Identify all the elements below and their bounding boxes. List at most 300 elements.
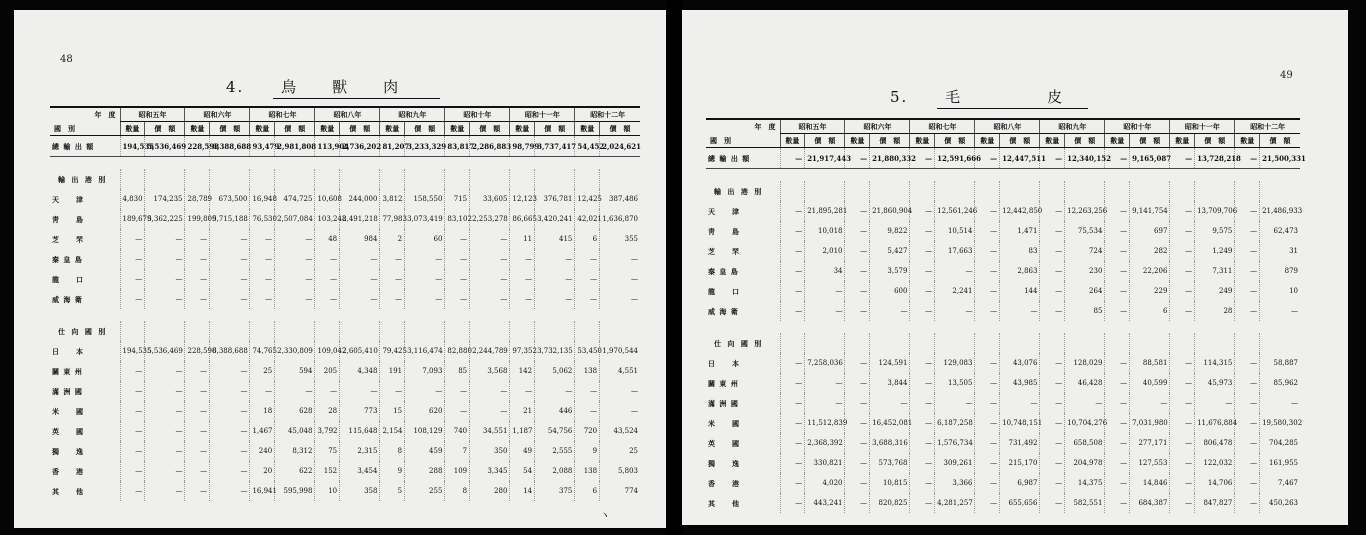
- corner-year-label: 年 度: [94, 110, 116, 119]
- table-row: [50, 421, 640, 441]
- year-header: 昭和十年: [1105, 119, 1170, 134]
- value-cell: 358: [340, 481, 380, 501]
- value-cell: —: [210, 289, 250, 309]
- value-header: 價 額: [145, 122, 185, 136]
- table-title: [890, 86, 1088, 109]
- value-cell: —: [145, 361, 185, 381]
- value-cell: 10,514: [935, 221, 975, 241]
- value-cell: —: [405, 289, 445, 309]
- row-label: 滿 洲 國: [708, 398, 739, 408]
- value-header: 價 額: [275, 122, 315, 136]
- year-header: 昭和七年: [910, 119, 975, 134]
- value-header: 價 額: [870, 134, 910, 148]
- quantity-cell: —: [975, 453, 1000, 473]
- corner-country-label: 國 別: [710, 136, 731, 145]
- quantity-cell: —: [975, 393, 1000, 413]
- value-cell: 75,534: [1065, 221, 1105, 241]
- quantity-cell: —: [185, 461, 210, 481]
- value-cell: —: [145, 381, 185, 401]
- quantity-cell: —: [575, 249, 600, 269]
- quantity-cell: —: [510, 249, 535, 269]
- value-cell: 230: [1065, 261, 1105, 281]
- value-cell: 7,467: [1260, 473, 1300, 493]
- value-cell: 43,524: [600, 421, 640, 441]
- year-header: 昭和十二年: [575, 107, 640, 122]
- value-cell: 14,846: [1130, 473, 1170, 493]
- value-cell: —: [600, 401, 640, 421]
- row-label: 秦 皇 島: [52, 254, 83, 264]
- quantity-cell: —: [1040, 413, 1065, 433]
- quantity-header: 數量: [315, 122, 340, 136]
- quantity-cell: —: [780, 148, 805, 169]
- quantity-cell: —: [185, 401, 210, 421]
- quantity-cell: —: [1105, 221, 1130, 241]
- quantity-header: 數量: [575, 122, 600, 136]
- quantity-cell: —: [120, 269, 145, 289]
- quantity-cell: —: [910, 373, 935, 393]
- value-header: 價 額: [805, 134, 845, 148]
- value-cell: 4,020: [805, 473, 845, 493]
- quantity-cell: —: [845, 221, 870, 241]
- quantity-cell: —: [780, 221, 805, 241]
- quantity-cell: —: [445, 401, 470, 421]
- table-row: [50, 136, 640, 157]
- year-header: 昭和八年: [975, 119, 1040, 134]
- table-row: [706, 241, 1300, 261]
- quantity-cell: —: [1170, 281, 1195, 301]
- table-row: [706, 353, 1300, 373]
- value-cell: 62,473: [1260, 221, 1300, 241]
- value-cell: 6,388,688: [210, 136, 250, 157]
- quantity-cell: —: [380, 289, 405, 309]
- quantity-cell: 21: [510, 401, 535, 421]
- quantity-cell: 54: [510, 461, 535, 481]
- quantity-cell: 228,598: [185, 136, 210, 157]
- quantity-cell: —: [845, 353, 870, 373]
- year-header: 昭和八年: [315, 107, 380, 122]
- value-cell: 7,031,980: [1130, 413, 1170, 433]
- row-label: 靑 島: [52, 214, 84, 224]
- quantity-cell: 20: [250, 461, 275, 481]
- value-cell: —: [1195, 393, 1235, 413]
- value-cell: 12,263,256: [1065, 201, 1105, 221]
- quantity-cell: —: [975, 433, 1000, 453]
- value-cell: 3,345: [470, 461, 510, 481]
- value-cell: 204,978: [1065, 453, 1105, 473]
- quantity-cell: 74,765: [250, 341, 275, 361]
- quantity-cell: —: [250, 249, 275, 269]
- value-cell: 628: [275, 401, 315, 421]
- quantity-cell: —: [845, 241, 870, 261]
- quantity-cell: —: [1040, 353, 1065, 373]
- quantity-cell: —: [975, 473, 1000, 493]
- value-cell: —: [470, 401, 510, 421]
- value-cell: —: [405, 269, 445, 289]
- value-cell: —: [535, 381, 575, 401]
- quantity-header: 數量: [1235, 134, 1260, 148]
- quantity-cell: —: [845, 433, 870, 453]
- quantity-cell: —: [315, 289, 340, 309]
- quantity-cell: —: [315, 249, 340, 269]
- row-label: 米 國: [52, 406, 84, 416]
- value-cell: 122,032: [1195, 453, 1235, 473]
- quantity-cell: —: [975, 301, 1000, 321]
- section-label: 輸 出 港 別: [58, 174, 108, 184]
- value-cell: 124,591: [870, 353, 910, 373]
- quantity-cell: —: [780, 261, 805, 281]
- year-header: 昭和十年: [445, 107, 510, 122]
- quantity-cell: —: [1235, 221, 1260, 241]
- row-label: 滿 洲 國: [52, 386, 83, 396]
- value-cell: —: [1130, 393, 1170, 413]
- quantity-cell: 25: [250, 361, 275, 381]
- value-cell: 443,241: [805, 493, 845, 513]
- value-cell: 12,442,850: [1000, 201, 1040, 221]
- value-cell: —: [470, 289, 510, 309]
- quantity-cell: —: [780, 493, 805, 513]
- quantity-cell: 720: [575, 421, 600, 441]
- value-cell: 88,581: [1130, 353, 1170, 373]
- value-cell: 847,827: [1195, 493, 1235, 513]
- row-label: 米 國: [708, 418, 740, 428]
- year-header: 昭和五年: [780, 119, 845, 134]
- value-header: 價 額: [1195, 134, 1235, 148]
- value-cell: —: [145, 481, 185, 501]
- quantity-cell: —: [1105, 301, 1130, 321]
- quantity-cell: —: [120, 361, 145, 381]
- quantity-cell: —: [1235, 261, 1260, 281]
- value-cell: 620: [405, 401, 445, 421]
- quantity-cell: —: [1235, 353, 1260, 373]
- quantity-cell: —: [445, 249, 470, 269]
- value-cell: 2,330,809: [275, 341, 315, 361]
- quantity-cell: —: [575, 269, 600, 289]
- value-cell: —: [935, 393, 975, 413]
- quantity-cell: —: [975, 413, 1000, 433]
- value-cell: 594: [275, 361, 315, 381]
- quantity-cell: —: [120, 441, 145, 461]
- quantity-cell: —: [380, 269, 405, 289]
- quantity-cell: —: [1040, 148, 1065, 169]
- row-label: 獨 逸: [708, 458, 740, 468]
- value-cell: —: [535, 289, 575, 309]
- title-number: 5.: [890, 88, 909, 106]
- quantity-cell: 93,479: [250, 136, 275, 157]
- quantity-cell: —: [1040, 493, 1065, 513]
- table-row: [50, 341, 640, 361]
- quantity-cell: —: [1235, 148, 1260, 169]
- quantity-cell: —: [910, 221, 935, 241]
- quantity-cell: —: [1235, 301, 1260, 321]
- quantity-cell: —: [510, 381, 535, 401]
- quantity-header: 數量: [250, 122, 275, 136]
- quantity-cell: —: [445, 381, 470, 401]
- value-header: 價 額: [340, 122, 380, 136]
- value-cell: 21,895,281: [805, 201, 845, 221]
- value-cell: 7,311: [1195, 261, 1235, 281]
- quantity-cell: —: [910, 453, 935, 473]
- value-cell: —: [935, 261, 975, 281]
- value-cell: 4,348: [340, 361, 380, 381]
- quantity-cell: —: [910, 493, 935, 513]
- row-label: 芝 罘: [708, 246, 740, 256]
- value-header: 價 額: [1260, 134, 1300, 148]
- table-row: [50, 289, 640, 309]
- value-cell: 45,048: [275, 421, 315, 441]
- value-cell: 4,551: [600, 361, 640, 381]
- value-cell: 9,575: [1195, 221, 1235, 241]
- value-cell: 33,605: [470, 189, 510, 209]
- quantity-cell: —: [975, 221, 1000, 241]
- table-row: [50, 169, 640, 189]
- quantity-cell: —: [1170, 353, 1195, 373]
- row-label: 香 港: [52, 466, 84, 476]
- value-cell: —: [470, 249, 510, 269]
- quantity-cell: —: [845, 393, 870, 413]
- left-page: [14, 10, 666, 528]
- quantity-header: 數量: [380, 122, 405, 136]
- value-cell: —: [340, 269, 380, 289]
- value-cell: 249: [1195, 281, 1235, 301]
- value-cell: 14,375: [1065, 473, 1105, 493]
- quantity-cell: —: [1235, 393, 1260, 413]
- value-cell: 34: [805, 261, 845, 281]
- quantity-header: 數量: [1040, 134, 1065, 148]
- quantity-cell: —: [780, 373, 805, 393]
- quantity-cell: —: [845, 373, 870, 393]
- quantity-cell: —: [1170, 433, 1195, 453]
- value-cell: 684,387: [1130, 493, 1170, 513]
- value-cell: 450,263: [1260, 493, 1300, 513]
- value-cell: 1,471: [1000, 221, 1040, 241]
- value-cell: 3,732,135: [535, 341, 575, 361]
- quantity-cell: 9: [380, 461, 405, 481]
- year-header: 昭和十一年: [510, 107, 575, 122]
- quantity-cell: —: [1105, 453, 1130, 473]
- quantity-cell: —: [380, 381, 405, 401]
- quantity-cell: —: [1105, 493, 1130, 513]
- quantity-cell: —: [1105, 353, 1130, 373]
- quantity-cell: —: [185, 421, 210, 441]
- value-cell: —: [210, 421, 250, 441]
- value-cell: —: [145, 289, 185, 309]
- value-cell: 595,998: [275, 481, 315, 501]
- value-cell: 9,165,087: [1130, 148, 1170, 169]
- value-cell: 2,507,084: [275, 209, 315, 229]
- row-label: 龍 口: [708, 286, 740, 296]
- value-header: 價 額: [1065, 134, 1105, 148]
- quantity-cell: —: [185, 289, 210, 309]
- value-cell: —: [275, 381, 315, 401]
- quantity-cell: —: [1170, 148, 1195, 169]
- value-cell: 255: [405, 481, 445, 501]
- value-cell: —: [210, 361, 250, 381]
- data-table: [50, 106, 640, 501]
- quantity-cell: —: [1235, 373, 1260, 393]
- quantity-cell: —: [1105, 373, 1130, 393]
- year-header: 昭和六年: [185, 107, 250, 122]
- value-cell: —: [145, 229, 185, 249]
- value-cell: —: [1000, 301, 1040, 321]
- value-cell: 10,018: [805, 221, 845, 241]
- value-cell: 277,171: [1130, 433, 1170, 453]
- value-cell: 115,648: [340, 421, 380, 441]
- quantity-cell: —: [185, 381, 210, 401]
- quantity-cell: 82,880: [445, 341, 470, 361]
- quantity-cell: —: [910, 413, 935, 433]
- quantity-cell: —: [120, 461, 145, 481]
- value-cell: 83: [1000, 241, 1040, 261]
- row-label: 日 本: [52, 346, 84, 356]
- value-cell: 5,536,469: [145, 136, 185, 157]
- table-row: [50, 249, 640, 269]
- table-row: [706, 333, 1300, 353]
- value-cell: —: [210, 249, 250, 269]
- quantity-cell: —: [845, 413, 870, 433]
- value-header: 價 額: [210, 122, 250, 136]
- value-cell: —: [805, 301, 845, 321]
- value-cell: 459: [405, 441, 445, 461]
- value-cell: 6: [1130, 301, 1170, 321]
- value-cell: —: [210, 229, 250, 249]
- value-cell: 309,261: [935, 453, 975, 473]
- quantity-header: 數量: [1105, 134, 1130, 148]
- row-label: 威 海 衛: [52, 294, 83, 304]
- table-row: [50, 309, 640, 321]
- quantity-cell: —: [1105, 281, 1130, 301]
- table-row: [50, 461, 640, 481]
- quantity-cell: 3,792: [315, 421, 340, 441]
- value-cell: 2,555: [535, 441, 575, 461]
- value-cell: 12,561,246: [935, 201, 975, 221]
- table-row: [50, 481, 640, 501]
- quantity-cell: —: [1105, 393, 1130, 413]
- margin-mark: ヽ: [599, 508, 612, 522]
- value-cell: 144: [1000, 281, 1040, 301]
- year-header: 昭和九年: [380, 107, 445, 122]
- quantity-cell: 152: [315, 461, 340, 481]
- value-cell: 21,880,332: [870, 148, 910, 169]
- value-cell: 12,447,511: [1000, 148, 1040, 169]
- table-row: [706, 321, 1300, 333]
- value-cell: 43,076: [1000, 353, 1040, 373]
- row-label: 天 津: [708, 206, 740, 216]
- table-row: [706, 453, 1300, 473]
- value-cell: 622: [275, 461, 315, 481]
- table-row: [50, 209, 640, 229]
- value-header: 價 額: [1130, 134, 1170, 148]
- quantity-cell: —: [1170, 261, 1195, 281]
- value-cell: —: [340, 381, 380, 401]
- quantity-cell: —: [910, 281, 935, 301]
- quantity-cell: 715: [445, 189, 470, 209]
- quantity-cell: 5: [380, 481, 405, 501]
- table-row: [706, 169, 1300, 182]
- value-cell: 820,825: [870, 493, 910, 513]
- quantity-header: 數量: [910, 134, 935, 148]
- quantity-cell: —: [1105, 201, 1130, 221]
- quantity-cell: 86,665: [510, 209, 535, 229]
- quantity-cell: —: [1235, 493, 1260, 513]
- quantity-cell: 8: [380, 441, 405, 461]
- value-cell: 3,366: [935, 473, 975, 493]
- value-cell: 11,676,884: [1195, 413, 1235, 433]
- year-header: 昭和五年: [120, 107, 185, 122]
- value-cell: 2,088: [535, 461, 575, 481]
- value-cell: —: [805, 393, 845, 413]
- value-cell: 6,987: [1000, 473, 1040, 493]
- value-cell: 108,129: [405, 421, 445, 441]
- quantity-cell: 3,812: [380, 189, 405, 209]
- value-cell: —: [275, 269, 315, 289]
- value-cell: —: [600, 249, 640, 269]
- table-row: [706, 493, 1300, 513]
- value-cell: 21,486,933: [1260, 201, 1300, 221]
- value-cell: —: [145, 249, 185, 269]
- quantity-cell: —: [780, 201, 805, 221]
- row-label: 其 他: [52, 486, 84, 496]
- value-cell: 2,244,789: [470, 341, 510, 361]
- row-label: 威 海 衛: [708, 306, 739, 316]
- value-cell: 774: [600, 481, 640, 501]
- corner-country-label: 國 別: [54, 124, 75, 133]
- quantity-cell: 48: [315, 229, 340, 249]
- table-row: [706, 181, 1300, 201]
- quantity-cell: —: [120, 289, 145, 309]
- quantity-cell: —: [975, 493, 1000, 513]
- quantity-header: 數量: [510, 122, 535, 136]
- value-cell: —: [145, 461, 185, 481]
- value-cell: —: [600, 381, 640, 401]
- value-cell: 280: [470, 481, 510, 501]
- value-cell: 1,636,870: [600, 209, 640, 229]
- table-row: [50, 269, 640, 289]
- quantity-cell: —: [845, 201, 870, 221]
- value-cell: 58,887: [1260, 353, 1300, 373]
- value-cell: —: [210, 461, 250, 481]
- value-cell: 704,285: [1260, 433, 1300, 453]
- row-label: 芝 罘: [52, 234, 84, 244]
- quantity-header: 數量: [185, 122, 210, 136]
- quantity-cell: 191: [380, 361, 405, 381]
- table-row: [50, 157, 640, 170]
- value-cell: 34,551: [470, 421, 510, 441]
- value-cell: —: [340, 289, 380, 309]
- value-cell: 3,579: [870, 261, 910, 281]
- value-cell: 2,315: [340, 441, 380, 461]
- quantity-cell: 12,425: [575, 189, 600, 209]
- quantity-cell: —: [510, 269, 535, 289]
- quantity-cell: —: [1040, 373, 1065, 393]
- value-cell: 7,093: [405, 361, 445, 381]
- quantity-cell: —: [445, 229, 470, 249]
- value-cell: 45,973: [1195, 373, 1235, 393]
- quantity-cell: 98,799: [510, 136, 535, 157]
- quantity-cell: —: [1040, 393, 1065, 413]
- table-title: [226, 76, 440, 99]
- quantity-cell: —: [780, 281, 805, 301]
- value-cell: —: [1260, 393, 1300, 413]
- table-row: [706, 373, 1300, 393]
- value-cell: 387,486: [600, 189, 640, 209]
- row-label: 其 他: [708, 498, 740, 508]
- value-cell: 806,478: [1195, 433, 1235, 453]
- value-cell: —: [805, 281, 845, 301]
- header-corner: [50, 107, 120, 136]
- quantity-cell: —: [845, 148, 870, 169]
- table-row: [706, 221, 1300, 241]
- quantity-header: 數量: [845, 134, 870, 148]
